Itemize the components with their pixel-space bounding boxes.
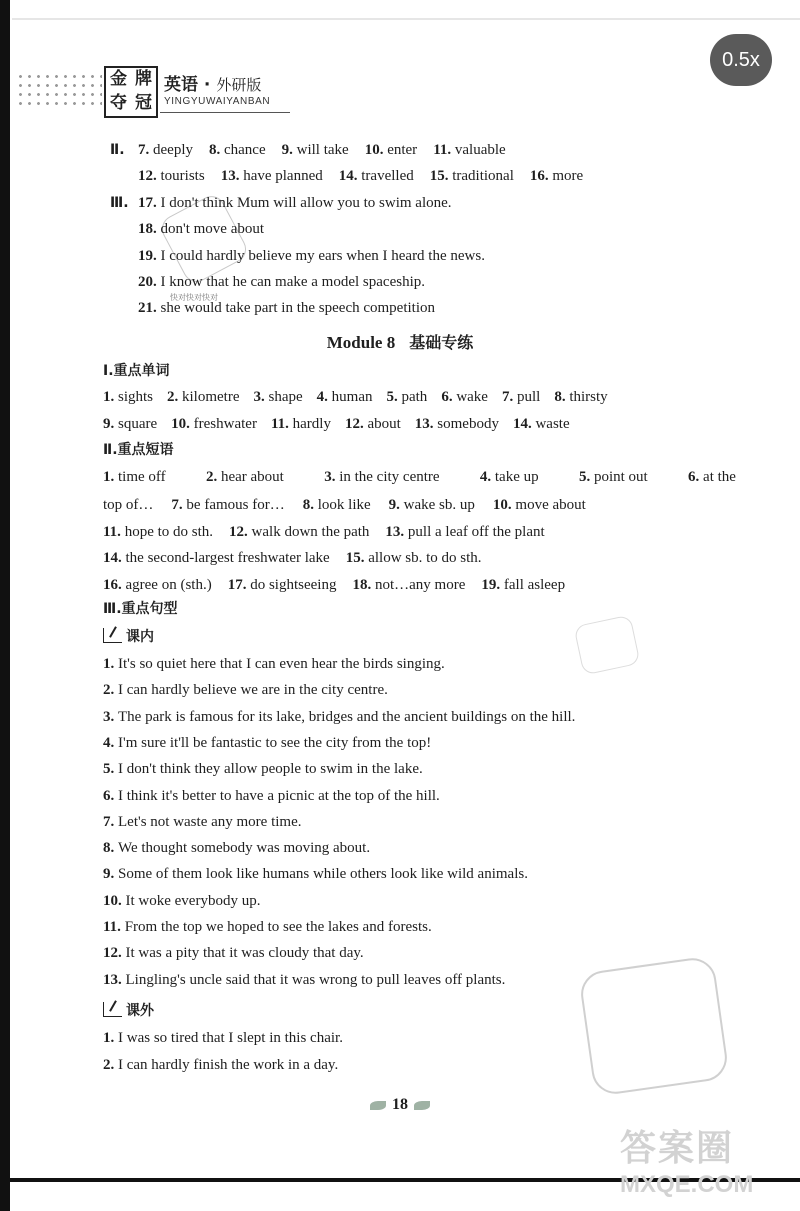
- answer-line: [103, 812, 302, 832]
- item-text: chance: [223, 142, 266, 158]
- item-number: 9.: [281, 142, 297, 158]
- item-text: about: [367, 416, 401, 432]
- answer-line: [103, 943, 364, 963]
- item-number: 10.: [492, 497, 516, 513]
- item-text: I don't think they allow people to swim in the lake.: [118, 761, 423, 778]
- answer-line: [103, 786, 440, 806]
- answer-item: [480, 467, 539, 487]
- answer-line: [138, 219, 264, 239]
- item-number: 9.: [103, 416, 118, 432]
- answer-item: [339, 168, 414, 184]
- item-text: more: [552, 168, 584, 184]
- item-text: be famous for…: [186, 497, 285, 513]
- item-text: have planned: [243, 168, 323, 184]
- item-text: Let's not waste any more time.: [118, 813, 302, 830]
- item-text: waste: [535, 416, 570, 432]
- item-text: square: [118, 416, 158, 432]
- item-text: enter: [387, 142, 418, 158]
- item-number: 6.: [441, 389, 457, 405]
- item-text: kilometre: [182, 389, 240, 405]
- item-text: Lingling's uncle said that it was wrong to pull leaves off plants.: [125, 971, 506, 988]
- item-text: will take: [296, 142, 349, 158]
- item-text: at the: [703, 469, 736, 485]
- item-text: look like: [317, 497, 371, 513]
- kuaidui-stamp-icon: [578, 955, 730, 1097]
- item-text: shape: [268, 389, 303, 405]
- page-number-text: 18: [392, 1096, 408, 1113]
- item-text: The park is famous for its lake, bridges and the ancient buildings on the hill.: [118, 708, 576, 725]
- kuaidui-stamp-icon: [573, 615, 640, 676]
- item-text: do sightseeing: [250, 577, 337, 593]
- book-logo: [104, 66, 158, 118]
- item-number: 2.: [205, 469, 221, 485]
- item-number: 4.: [316, 389, 332, 405]
- item-number: 9.: [388, 497, 404, 513]
- item-number: 19.: [138, 248, 161, 264]
- item-text: deeply: [153, 142, 193, 158]
- item-text: We thought somebody was moving about.: [118, 840, 371, 857]
- item-text: From the top we hoped to see the lakes and forests.: [124, 919, 432, 935]
- header-underline: [160, 112, 290, 113]
- answer-item: [415, 416, 499, 432]
- answer-line: [103, 414, 570, 434]
- item-number: 16.: [529, 168, 553, 184]
- answer-line: [103, 733, 431, 753]
- module-name: Module 8: [326, 333, 396, 352]
- book-pinyin: YINGYUWAIYANBAN: [164, 96, 271, 107]
- answer-line: [103, 1055, 338, 1075]
- answer-item: [138, 221, 264, 237]
- item-text: take up: [494, 469, 539, 485]
- item-text: pull: [516, 389, 541, 405]
- section-heading-sentences: Ⅲ.重点句型: [103, 601, 178, 617]
- answer-item: [221, 168, 323, 184]
- item-number: 14.: [103, 550, 126, 566]
- answer-item: [103, 972, 505, 988]
- item-number: 4.: [103, 734, 118, 751]
- item-text: I was so tired that I slept in this chair.: [118, 1030, 343, 1046]
- item-number: 16.: [103, 577, 126, 593]
- item-number: 13.: [385, 524, 408, 540]
- answer-line: [138, 193, 452, 213]
- answer-item: [103, 497, 153, 513]
- pencil-icon: [103, 628, 122, 643]
- section-heading-words: Ⅰ.重点单词: [103, 363, 170, 379]
- answer-item: [103, 709, 575, 725]
- page-edge-left: [0, 0, 10, 1211]
- pencil-icon: [103, 1002, 122, 1017]
- item-number: 15.: [429, 168, 453, 184]
- answer-line: [103, 707, 575, 727]
- item-text: agree on (sth.): [125, 577, 212, 593]
- answer-item: [103, 467, 166, 487]
- item-number: 7.: [138, 142, 153, 158]
- answer-line: [103, 864, 528, 884]
- item-number: 11.: [433, 142, 455, 158]
- answer-item: [430, 168, 514, 184]
- answer-item: [103, 788, 440, 804]
- item-number: 11.: [103, 919, 125, 935]
- item-text: top of…: [103, 497, 154, 513]
- item-number: 6.: [103, 787, 118, 804]
- answer-line: [138, 272, 425, 292]
- answer-item: [254, 389, 303, 405]
- answer-item: [282, 142, 349, 158]
- item-number: 1.: [103, 469, 118, 485]
- item-text: It woke everybody up.: [125, 892, 261, 909]
- item-text: in the city centre: [339, 469, 440, 485]
- item-text: point out: [593, 469, 648, 485]
- item-text: she would take part in the speech competition: [160, 300, 436, 316]
- header-dot-pattern: [16, 72, 102, 106]
- answer-line: [103, 654, 445, 674]
- answer-item: [103, 945, 364, 961]
- answer-item: [530, 168, 583, 184]
- item-text: hope to do sth.: [124, 524, 214, 540]
- item-text: wake sb. up: [403, 497, 475, 513]
- item-number: 2.: [103, 682, 118, 699]
- answer-line: [103, 387, 608, 407]
- item-text: Some of them look like humans while others look like wild animals.: [118, 866, 528, 883]
- item-text: travelled: [361, 168, 414, 184]
- item-text: move about: [515, 497, 586, 513]
- item-text: fall asleep: [503, 577, 566, 593]
- answer-item: [138, 274, 425, 290]
- item-number: 8.: [302, 497, 318, 513]
- answer-item: [554, 389, 607, 405]
- answer-line: [103, 917, 432, 937]
- leaf-icon: [370, 1101, 386, 1110]
- item-text: I could hardly believe my ears when I heard the news.: [160, 248, 485, 264]
- answer-line: [103, 495, 586, 515]
- answer-item: [688, 467, 736, 487]
- answer-line: [138, 298, 435, 318]
- answer-line: [103, 522, 545, 542]
- item-number: 4.: [479, 469, 495, 485]
- answer-item: [206, 467, 284, 487]
- answer-item: [317, 389, 373, 405]
- item-number: 5.: [386, 389, 402, 405]
- answer-line: [103, 680, 388, 700]
- answer-line: [138, 140, 506, 160]
- leaf-icon: [414, 1101, 430, 1110]
- item-number: 10.: [103, 892, 126, 909]
- item-number: 18.: [138, 221, 161, 237]
- item-number: 8.: [103, 840, 118, 857]
- module-title: [0, 330, 800, 353]
- answer-item: [138, 195, 452, 211]
- item-number: 1.: [103, 656, 118, 672]
- book-title-sep: ·: [203, 75, 211, 95]
- answer-item: [103, 1030, 343, 1046]
- answer-item: [103, 389, 153, 405]
- item-text: It was a pity that it was cloudy that day.: [125, 945, 364, 962]
- answer-line: [103, 548, 482, 568]
- item-number: 12.: [344, 416, 368, 432]
- answer-item: [103, 577, 212, 593]
- answer-item: [103, 682, 388, 698]
- item-number: 2.: [167, 389, 183, 405]
- logo-char: 夺: [110, 93, 127, 113]
- item-text: human: [331, 389, 373, 405]
- item-text: I think it's better to have a picnic at the top of the hill.: [118, 787, 440, 804]
- item-number: 7.: [103, 813, 118, 830]
- item-number: 18.: [352, 577, 375, 593]
- section-heading-phrases: Ⅱ.重点短语: [103, 442, 174, 458]
- answer-line: [103, 575, 565, 595]
- item-number: 3.: [253, 389, 269, 405]
- item-number: 12.: [138, 168, 161, 184]
- item-text: somebody: [437, 416, 499, 432]
- inclass-heading: [103, 626, 154, 646]
- item-number: 17.: [227, 577, 251, 593]
- item-number: 19.: [481, 577, 504, 593]
- answer-item: [324, 467, 439, 487]
- answer-line: [138, 166, 583, 186]
- answer-item: [433, 142, 506, 158]
- item-number: 7.: [501, 389, 517, 405]
- item-number: 13.: [220, 168, 244, 184]
- answer-item: [103, 814, 302, 830]
- answer-item: [352, 577, 465, 593]
- answer-item: [103, 761, 423, 777]
- item-number: 13.: [414, 416, 438, 432]
- item-text: I can hardly believe we are in the city centre.: [118, 682, 388, 699]
- answer-item: [171, 497, 284, 513]
- roman-numeral: Ⅱ.: [110, 142, 125, 158]
- answer-line: [103, 891, 260, 911]
- item-number: 12.: [229, 524, 252, 540]
- item-text: thirsty: [569, 389, 608, 405]
- answer-item: [138, 300, 435, 316]
- item-text: freshwater: [193, 416, 257, 432]
- answer-item: [345, 416, 401, 432]
- answer-item: [493, 497, 586, 513]
- item-number: 15.: [345, 550, 369, 566]
- answer-item: [389, 497, 475, 513]
- answer-item: [385, 524, 544, 540]
- logo-char: 金: [110, 69, 127, 89]
- answer-item: [103, 656, 445, 672]
- item-text: traditional: [452, 168, 514, 184]
- logo-char: 冠: [135, 93, 152, 113]
- answer-item: [103, 919, 432, 935]
- item-number: 21.: [138, 300, 161, 316]
- item-text: sights: [118, 389, 154, 405]
- item-number: 9.: [103, 866, 118, 883]
- answer-item: [386, 389, 427, 405]
- site-watermark: [620, 1120, 790, 1206]
- answer-line: [103, 838, 370, 858]
- item-number: 5.: [578, 469, 594, 485]
- item-text: not…any more: [374, 577, 466, 593]
- answer-line: [103, 970, 505, 990]
- item-text: wake: [456, 389, 488, 405]
- item-number: 13.: [103, 971, 126, 988]
- answer-item: [138, 248, 485, 264]
- item-text: I'm sure it'll be fantastic to see the city from the top!: [118, 734, 432, 751]
- answer-item: [481, 577, 565, 593]
- item-text: I know that he can make a model spaceship.: [160, 274, 425, 290]
- inclass-label: 课内: [126, 629, 154, 645]
- item-number: 14.: [338, 168, 362, 184]
- logo-char: 牌: [135, 69, 152, 89]
- item-number: 14.: [512, 416, 536, 432]
- answer-item: [103, 735, 431, 751]
- answer-line: [138, 246, 485, 266]
- module-subtitle: 基础专练: [409, 333, 474, 352]
- item-number: 11.: [103, 524, 125, 540]
- item-number: 2.: [103, 1057, 118, 1073]
- answer-item: [303, 497, 371, 513]
- answer-item: [271, 416, 331, 432]
- item-text: time off: [118, 469, 166, 485]
- page-number: [0, 1096, 800, 1114]
- answer-line: [103, 1028, 343, 1048]
- item-number: 8.: [554, 389, 570, 405]
- item-text: I can hardly finish the work in a day.: [118, 1057, 339, 1073]
- answer-item: [138, 142, 193, 158]
- item-number: 3.: [324, 469, 340, 485]
- item-text: hardly: [292, 416, 331, 432]
- item-text: pull a leaf off the plant: [407, 524, 545, 540]
- answer-item: [103, 840, 370, 856]
- answer-item: [171, 416, 257, 432]
- book-title: [164, 70, 261, 95]
- item-text: tourists: [160, 168, 205, 184]
- item-text: walk down the path: [251, 524, 370, 540]
- item-number: 11.: [270, 416, 293, 432]
- outclass-heading: [103, 1000, 154, 1020]
- answer-line: [103, 467, 736, 487]
- item-number: 12.: [103, 945, 126, 962]
- answer-item: [103, 550, 330, 566]
- item-text: path: [401, 389, 428, 405]
- answer-item: [346, 550, 482, 566]
- book-edition: 外研版: [216, 76, 262, 94]
- item-text: don't move about: [160, 221, 265, 237]
- item-number: 17.: [138, 195, 161, 211]
- item-text: hear about: [220, 469, 284, 485]
- answer-item: [103, 1057, 338, 1073]
- item-text: allow sb. to do sth.: [368, 550, 482, 566]
- item-text: the second-largest freshwater lake: [125, 550, 330, 566]
- item-text: valuable: [454, 142, 506, 158]
- answer-item: [441, 389, 488, 405]
- answer-item: [209, 142, 266, 158]
- answer-item: [502, 389, 540, 405]
- answer-item: [513, 416, 570, 432]
- item-text: It's so quiet here that I can even hear the birds singing.: [118, 656, 445, 672]
- answer-item: [579, 467, 648, 487]
- zoom-level-badge[interactable]: 0.5x: [710, 34, 772, 86]
- item-text: I don't think Mum will allow you to swim alone.: [160, 195, 452, 211]
- answer-item: [103, 524, 213, 540]
- answer-item: [138, 168, 205, 184]
- outclass-label: 课外: [126, 1003, 154, 1019]
- book-subject: 英语: [164, 75, 198, 95]
- answer-item: [103, 416, 157, 432]
- watermark-main: 答案圈: [620, 1128, 735, 1169]
- item-number: 6.: [688, 469, 704, 485]
- answer-item: [365, 142, 417, 158]
- item-number: 3.: [103, 708, 118, 725]
- answer-line: [103, 759, 423, 779]
- item-number: 20.: [138, 274, 161, 290]
- item-number: 5.: [103, 761, 118, 778]
- roman-numeral: Ⅲ.: [110, 195, 129, 211]
- item-number: 10.: [364, 142, 388, 158]
- watermark-url: MXQE.COM: [620, 1171, 754, 1198]
- answer-item: [229, 524, 369, 540]
- item-number: 1.: [103, 1030, 118, 1046]
- item-number: 8.: [208, 142, 224, 158]
- item-number: 1.: [103, 389, 118, 405]
- answer-item: [228, 577, 337, 593]
- top-rule: [12, 18, 800, 20]
- answer-item: [167, 389, 239, 405]
- item-number: 10.: [171, 416, 194, 432]
- item-number: 7.: [171, 497, 187, 513]
- stamp-caption: 快对快对快对: [170, 293, 218, 302]
- answer-item: [103, 866, 528, 882]
- answer-item: [103, 893, 260, 909]
